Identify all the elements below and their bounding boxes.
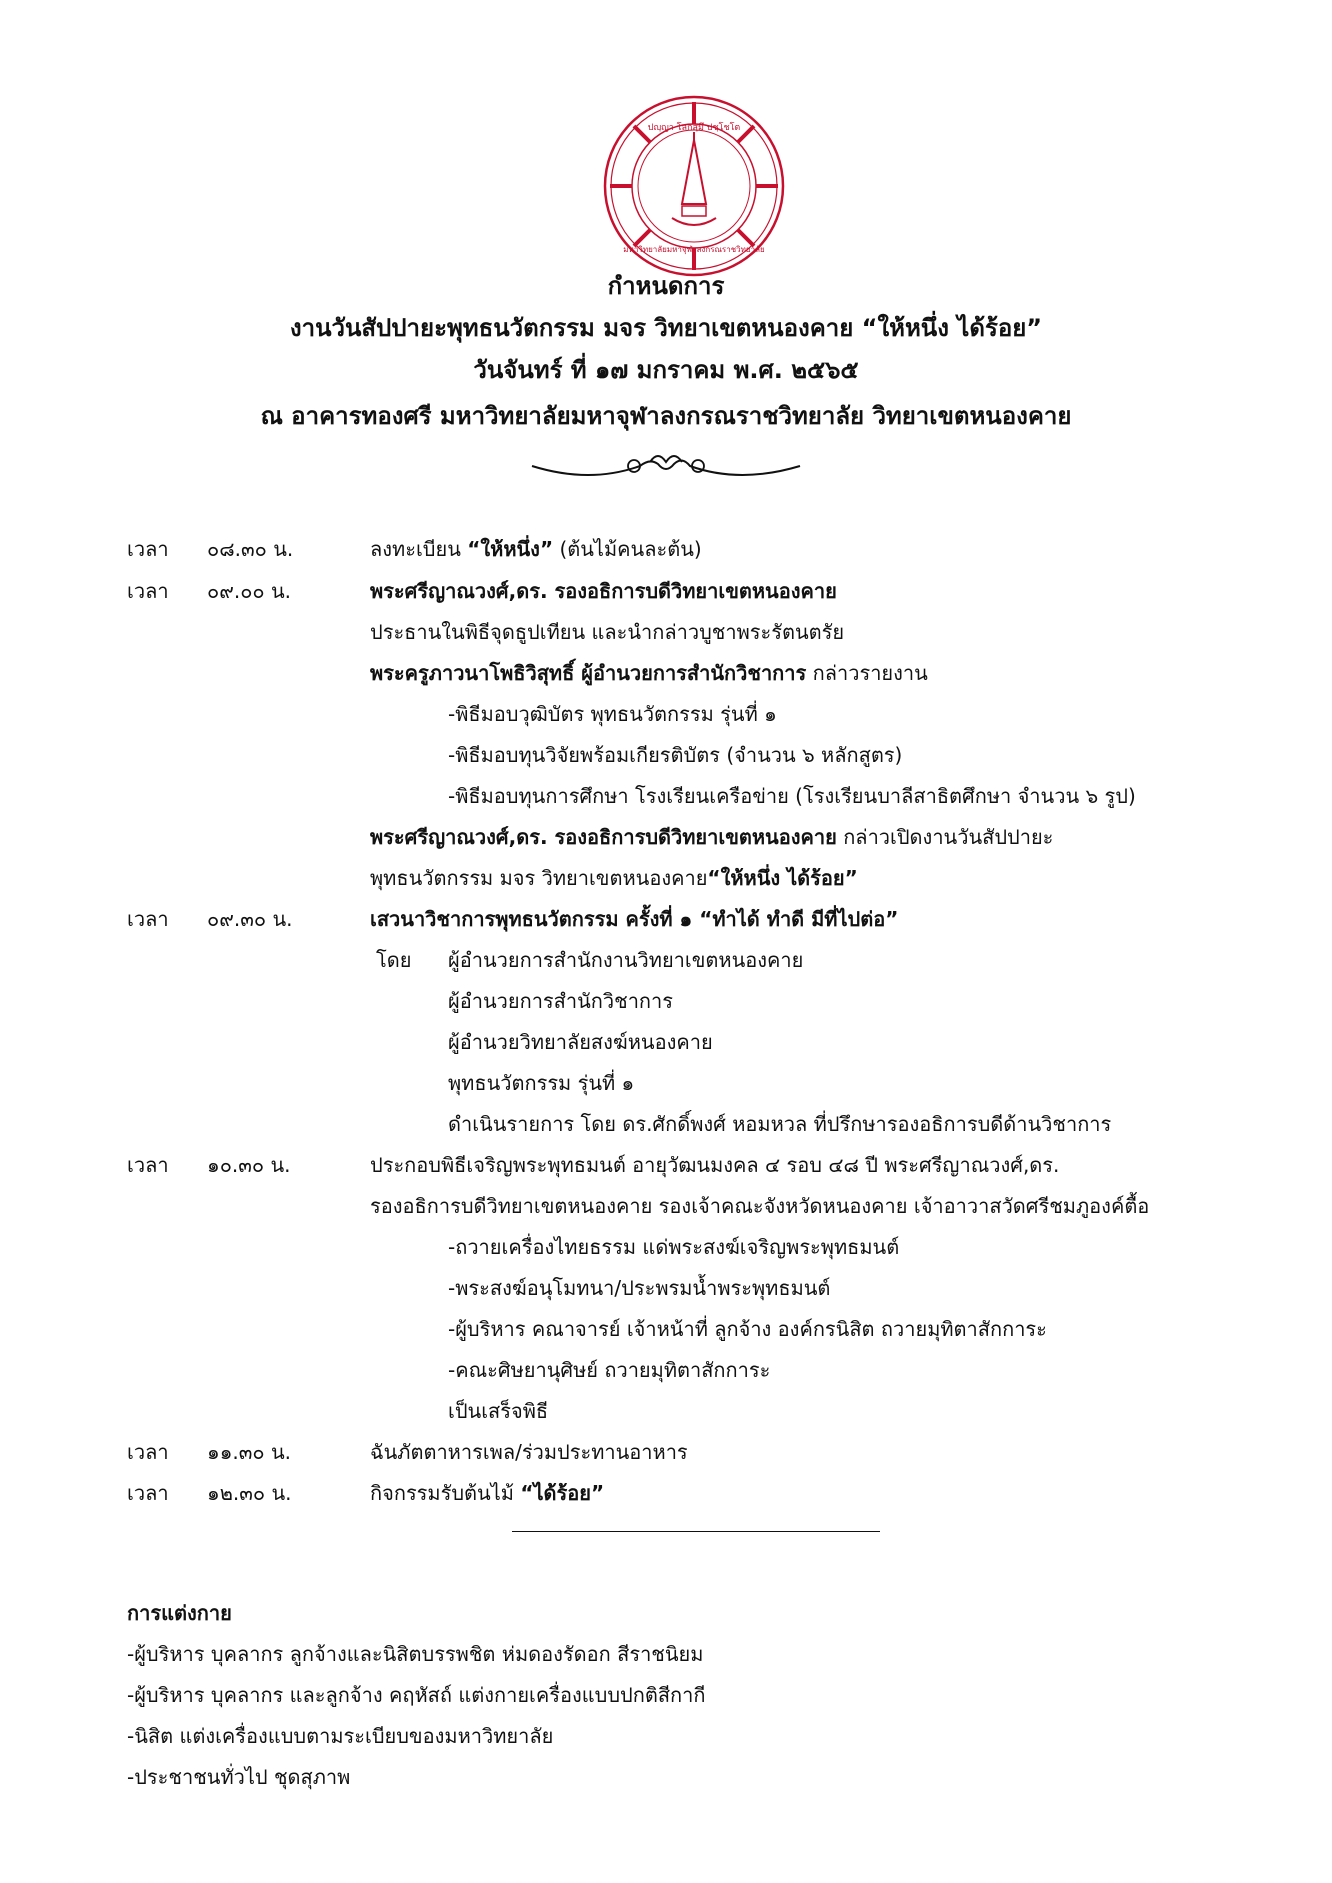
chanting-line-cont: รองอธิการบดีวิทยาเขตหนองคาย รองเจ้าคณะจังหวัดหนองคาย เจ้าอาวาสวัดศรีชมภูองค์ตื้อ <box>370 1194 1150 1218</box>
sub-item: -พิธีมอบทุนวิจัยพร้อมเกียรติบัตร (จำนวน ๖ หลักสูตร) <box>448 743 903 767</box>
panelist: ผู้อำนวยการสำนักงานวิทยาเขตหนองคาย <box>448 948 804 972</box>
by-label: โดย <box>376 948 412 972</box>
ornament-divider <box>530 444 802 484</box>
time-label: เวลา <box>127 1481 169 1505</box>
item-text-bold: พระศรีญาณวงศ์,ดร. รองอธิการบดีวิทยาเขตหนองคาย <box>370 825 837 849</box>
divider-line <box>512 1531 880 1532</box>
time-1030: ๑๐.๓๐ น. <box>207 1153 291 1177</box>
sub-item: -ถวายเครื่องไทยธรรม แด่พระสงฆ์เจริญพระพุทธมนต์ <box>448 1235 900 1259</box>
dress-code-heading: การแต่งกาย <box>127 1601 232 1625</box>
panelist: ผู้อำนวยการสำนักวิชาการ <box>448 989 673 1013</box>
item-text: กล่าวเปิดงานวันสัปปายะ <box>836 825 1054 849</box>
ceremony-line: ประธานในพิธีจุดธูปเทียน และนำกล่าวบูชาพระรัตนตรัย <box>370 620 845 644</box>
svg-text:มหาวิทยาลัยมหาจุฬาลงกรณราชวิทย: มหาวิทยาลัยมหาจุฬาลงกรณราชวิทยาลัย <box>623 245 765 254</box>
item-text: พุทธนวัตกรรม มจร วิทยาเขตหนองคาย <box>370 866 708 890</box>
event-title: งานวันสัปปายะพุทธนวัตกรรม มจร วิทยาเขตหนองคาย “ให้หนึ่ง ได้ร้อย” <box>289 314 1043 342</box>
university-seal-logo <box>602 94 786 278</box>
panelist: พุทธนวัตกรรม รุ่นที่ ๑ <box>448 1071 635 1095</box>
time-0930: ๐๙.๓๐ น. <box>207 907 293 931</box>
event-venue: ณ อาคารทองศรี มหาวิทยาลัยมหาจุฬาลงกรณราชวิทยาลัย วิทยาเขตหนองคาย <box>260 402 1072 430</box>
lunch-item: ฉันภัตตาหารเพล/ร่วมประทานอาหาร <box>370 1440 688 1464</box>
sub-item: -พิธีมอบทุนการศึกษา โรงเรียนเครือข่าย (โรงเรียนบาลีสาธิตศึกษา จำนวน ๖ รูป) <box>448 784 1136 808</box>
time-label: เวลา <box>127 537 169 561</box>
item-text: ลงทะเบียน <box>370 537 468 561</box>
opening-line <box>370 821 1053 853</box>
item-text-bold: “ให้หนึ่ง ได้ร้อย” <box>707 866 858 890</box>
sub-item: -คณะศิษยานุศิษย์ ถวายมุทิตาสักการะ <box>448 1358 771 1382</box>
event-date: วันจันทร์ ที่ ๑๗ มกราคม พ.ศ. ๒๕๖๕ <box>473 356 859 384</box>
chanting-line: ประกอบพิธีเจริญพระพุทธมนต์ อายุวัฒนมงคล ๔ รอบ ๔๘ ปี พระศรีญาณวงศ์,ดร. <box>370 1153 1060 1177</box>
seminar-title: เสวนาวิชาการพุทธนวัตกรรม ครั้งที่ ๑ “ทำได้ ทำดี มีที่ไปต่อ” <box>370 907 899 931</box>
time-label: เวลา <box>127 907 169 931</box>
registration-item <box>370 533 702 565</box>
panelist: ผู้อำนวยวิทยาลัยสงฆ์หนองคาย <box>448 1030 713 1054</box>
item-text-bold: พระครูภาวนาโพธิวิสุทธิ์ ผู้อำนวยการสำนักวิชาการ <box>370 661 807 685</box>
sub-item: -ผู้บริหาร คณาจารย์ เจ้าหน้าที่ ลูกจ้าง องค์กรนิสิต ถวายมุทิตาสักการะ <box>448 1317 1047 1341</box>
moderator: ดำเนินรายการ โดย ดร.ศักดิ์พงศ์ หอมหวล ที่ปรึกษารองอธิการบดีด้านวิชาการ <box>448 1112 1112 1136</box>
time-0900: ๐๙.๐๐ น. <box>207 579 292 603</box>
svg-text:ปญฺญา โลกสฺมึ ปชฺโชโต: ปญฺญา โลกสฺมึ ปชฺโชโต <box>647 123 741 133</box>
dress-code-item: -ผู้บริหาร บุคลากร ลูกจ้างและนิสิตบรรพชิต ห่มดองรัดอก สีราชนิยม <box>127 1642 704 1666</box>
item-text: กิจกรรมรับต้นไม้ <box>370 1481 521 1505</box>
time-0830: ๐๘.๓๐ น. <box>207 537 294 561</box>
dress-code-item: -ผู้บริหาร บุคลากร และลูกจ้าง คฤหัสถ์ แต่งกายเครื่องแบบปกติสีกากี <box>127 1683 706 1707</box>
item-text-bold: “ให้หนึ่ง” <box>467 537 554 561</box>
time-1130: ๑๑.๓๐ น. <box>207 1440 292 1464</box>
report-line <box>370 657 928 689</box>
sub-item: เป็นเสร็จพิธี <box>448 1399 549 1423</box>
time-label: เวลา <box>127 579 169 603</box>
time-label: เวลา <box>127 1440 169 1464</box>
dress-code-item: -นิสิต แต่งเครื่องแบบตามระเบียบของมหาวิทยาลัย <box>127 1724 554 1748</box>
item-text: กล่าวรายงาน <box>806 661 928 685</box>
tree-item <box>370 1477 604 1509</box>
sub-item: -พิธีมอบวุฒิบัตร พุทธนวัตกรรม รุ่นที่ ๑ <box>448 702 777 726</box>
item-text-bold: “ได้ร้อย” <box>520 1481 605 1505</box>
chairman-line: พระศรีญาณวงศ์,ดร. รองอธิการบดีวิทยาเขตหนองคาย <box>370 579 837 603</box>
dress-code-item: -ประชาชนทั่วไป ชุดสุภาพ <box>127 1765 351 1789</box>
opening-line-cont <box>370 862 858 894</box>
time-label: เวลา <box>127 1153 169 1177</box>
page-title: กำหนดการ <box>607 272 725 300</box>
item-text: (ต้นไม้คนละต้น) <box>553 537 702 561</box>
sub-item: -พระสงฆ์อนุโมทนา/ประพรมน้ำพระพุทธมนต์ <box>448 1276 831 1300</box>
time-1230: ๑๒.๓๐ น. <box>207 1481 292 1505</box>
